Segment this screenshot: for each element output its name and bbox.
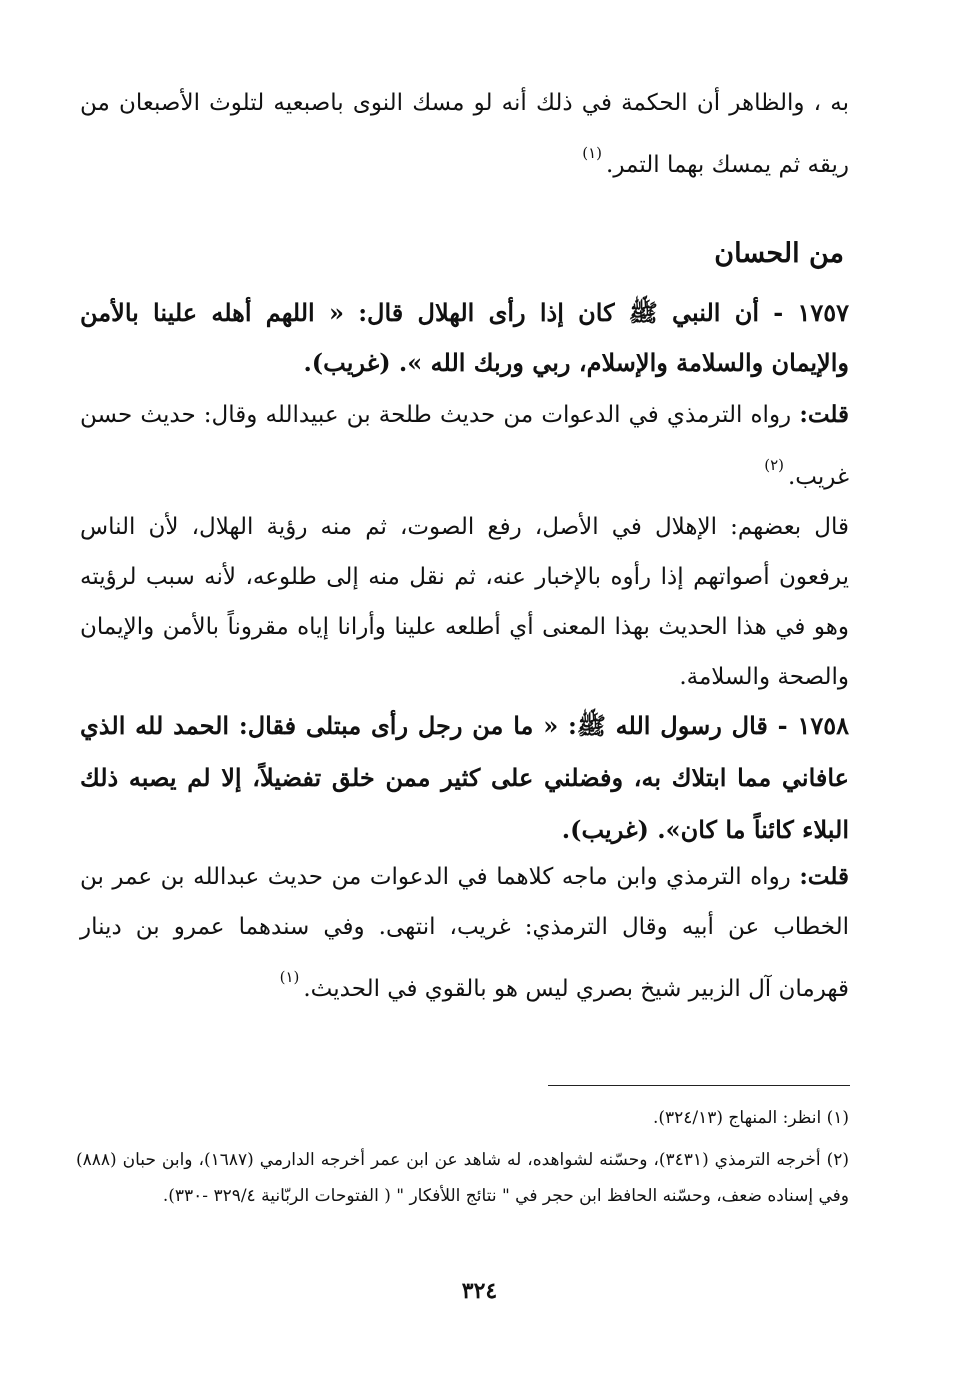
qult-1757-text: رواه الترمذي في الدعوات من حديث طلحة بن عبيدالله وقال: حديث حسن غريب.: [80, 402, 849, 490]
qult-label: قلت:: [799, 401, 850, 428]
section-heading: من الحسان: [714, 238, 844, 269]
footnote-ref: (١): [279, 968, 300, 986]
hadith-1757-text: ١٧٥٧ - أن النبي ﷺ كان إذا رأى الهلال قال: « اللهم أهله علينا بالأمن والإيمان والسلامة والإسلام، ربي وربك الله ». (غريب).: [80, 298, 849, 377]
footnote-1: (١) انظر: المنهاج (٣٢٤/١٣).: [652, 1108, 849, 1128]
hadith-1758: [80, 700, 849, 856]
intro-paragraph: [80, 78, 849, 190]
footnote-divider: [548, 1085, 850, 1086]
hadith-1757: [80, 288, 849, 388]
qult-1758: [80, 852, 849, 1014]
qult-1758-text: رواه الترمذي وابن ماجه كلاهما في الدعوات من حديث عبدالله بن عمر بن الخطاب عن أبيه وقال الترمذي: غريب، انتهى. وفي سندهما عمرو بن دينار قهرمان آل الزبير شيخ بصري ليس هو بالقوي في الحديث.: [80, 864, 849, 1002]
intro-text: به ، والظاهر أن الحكمة في ذلك أنه لو مسك النوى باصبعيه لتلوث الأصبعان من ريقه ثم يمسك بهما التمر.: [80, 90, 849, 178]
footnote-ref: (١): [582, 144, 603, 162]
footnote-2: (٢) أخرجه الترمذي (٣٤٣١)، وحسّنه لشواهده، له شاهد عن ابن عمر أخرجه الدارمي (١٦٨٧)، وابن حبان (٨٨٨) وفي إسناده ضعف، وحسّنه الحافظ ابن حجر في " نتائج اللأفكار " ( الفتوحات الربّانية ٣٢٩/٤ -٣٣٠).: [76, 1150, 849, 1206]
commentary-text: قال بعضهم: الإهلال في الأصل، رفع الصوت، ثم منه رؤية الهلال، لأن الناس يرفعون أصواتهم إذا رأوه بالإخبار عنه، ثم نقل منه إلى طلوعه، لأنه سبب لرؤيته وهو في هذا الحديث بهذا المعنى أي أطلعه علينا وأرانا إياه مقروناً بالأمن والإيمان والصحة والسلامة.: [80, 514, 849, 690]
page-number: ٣٢٤: [461, 1278, 498, 1304]
commentary-paragraph: [80, 502, 849, 702]
footnote-ref: (٢): [764, 456, 784, 474]
qult-label: قلت:: [799, 863, 849, 890]
qult-1757: [80, 390, 849, 502]
hadith-1758-text: ١٧٥٨ - قال رسول الله ﷺ: « ما من رجل رأى مبتلى فقال: الحمد لله الذي عافاني مما ابتلاك به، وفضلني على كثير ممن خلق تفضيلاً، إلا لم يصبه ذلك البلاء كائناً ما كان». (غريب).: [80, 711, 849, 844]
